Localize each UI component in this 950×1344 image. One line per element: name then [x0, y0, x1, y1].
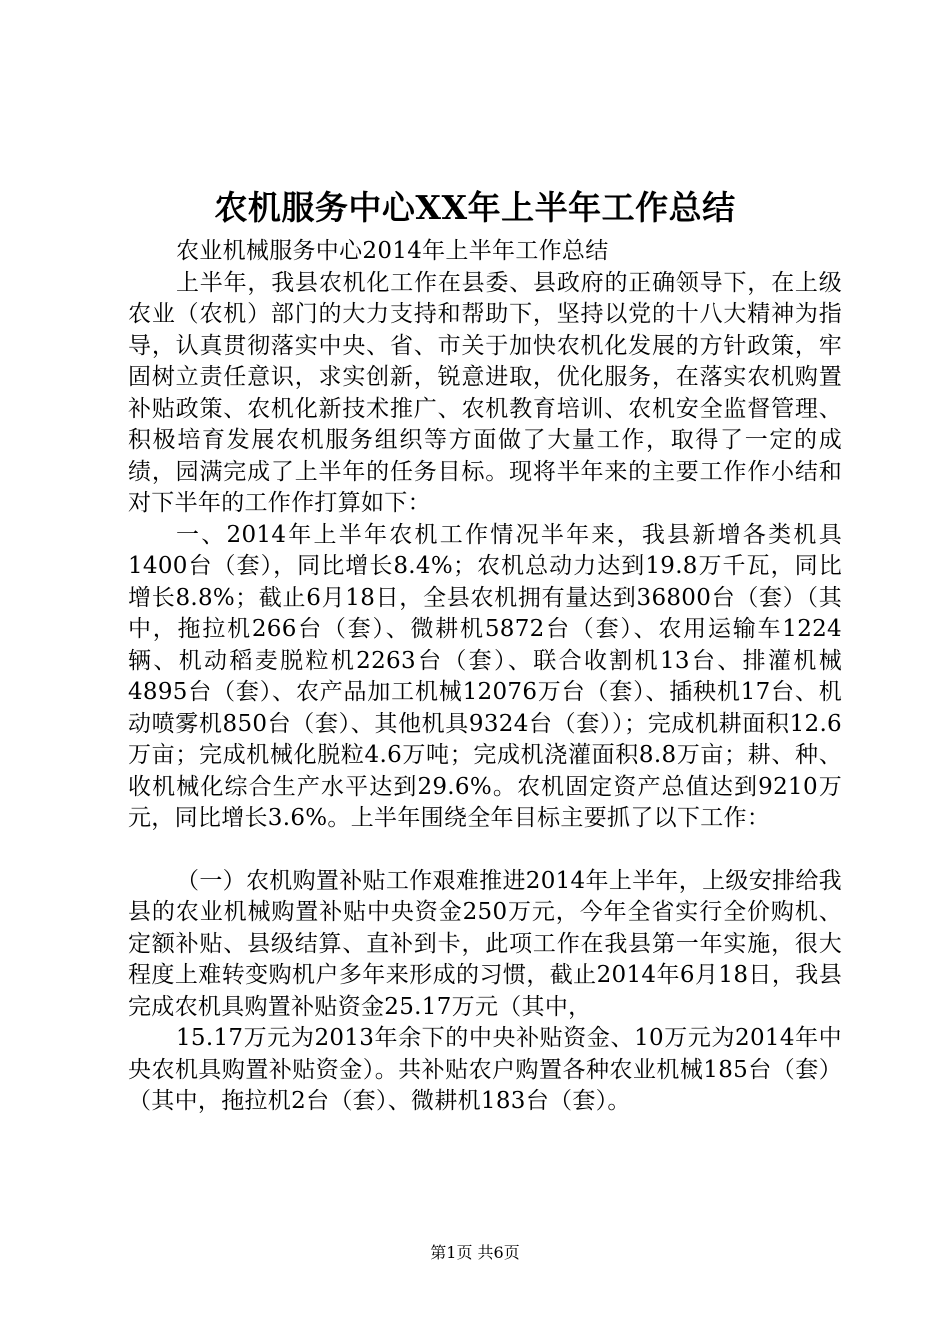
paragraph-section-one: 一、2014年上半年农机工作情况半年来，我县新增各类机具1400台（套），同比增长8.4%；农机总动力达到19.8万千瓦，同比增长8.8%；截止6月18日，全县农机拥有量达到36800台（套）（其中，拖拉机266台（套）、微耕机5872台（套）、农用运输车1224辆、机动稻麦脱粒机2263台（套）、联合收割机13台、排灌机械4895台（套）、农产品加工机械12076万台（套）、插秧机17台、机动喷雾机850台（套）、其他机具9324台（套））；完成机耕面积12.6万亩；完成机械化脱粒4.6万吨；完成机浇灌面积8.8万亩；耕、种、收机械化综合生产水平达到29.6%。农机固定资产总值达到9210万元，同比增长3.6%。上半年围绕全年目标主要抓了以下工作：: [128, 521, 842, 831]
paragraph-intro: 上半年，我县农机化工作在县委、县政府的正确领导下，在上级农业（农机）部门的大力支持和帮助下，坚持以党的十八大精神为指导，认真贯彻落实中央、省、市关于加快农机化发展的方针政策，牢固树立责任意识，求实创新，锐意进取，优化服务，在落实农机购置补贴政策、农机化新技术推广、农机教育培训、农机安全监督管理、积极培育发展农机服务组织等方面做了大量工作，取得了一定的成绩，园满完成了上半年的任务目标。现将半年来的主要工作作小结和对下半年的工作作打算如下：: [128, 269, 842, 516]
paragraph-subsidy: （一）农机购置补贴工作艰难推进2014年上半年，上级安排给我县的农业机械购置补贴中央资金250万元，今年全省实行全价购机、定额补贴、县级结算、直补到卡，此项工作在我县第一年实施，很大程度上难转变购机户多年来形成的习惯，截止2014年6月18日，我县完成农机具购置补贴资金25.17万元（其中，: [128, 867, 842, 1020]
page-number: 第1页 共6页: [430, 1243, 520, 1262]
document-body: [128, 236, 842, 1118]
document-subtitle: 农业机械服务中心2014年上半年工作总结: [176, 238, 609, 264]
paragraph-spacer: [128, 835, 842, 866]
document-title: 农机服务中心XX年上半年工作总结: [214, 188, 736, 227]
paragraph-subsidy-continued: 15.17万元为2013年余下的中央补贴资金、10万元为2014年中央农机具购置补贴资金）。共补贴农户购置各种农业机械185台（套）（其中，拖拉机2台（套）、微耕机183台（套）。: [128, 1025, 842, 1114]
